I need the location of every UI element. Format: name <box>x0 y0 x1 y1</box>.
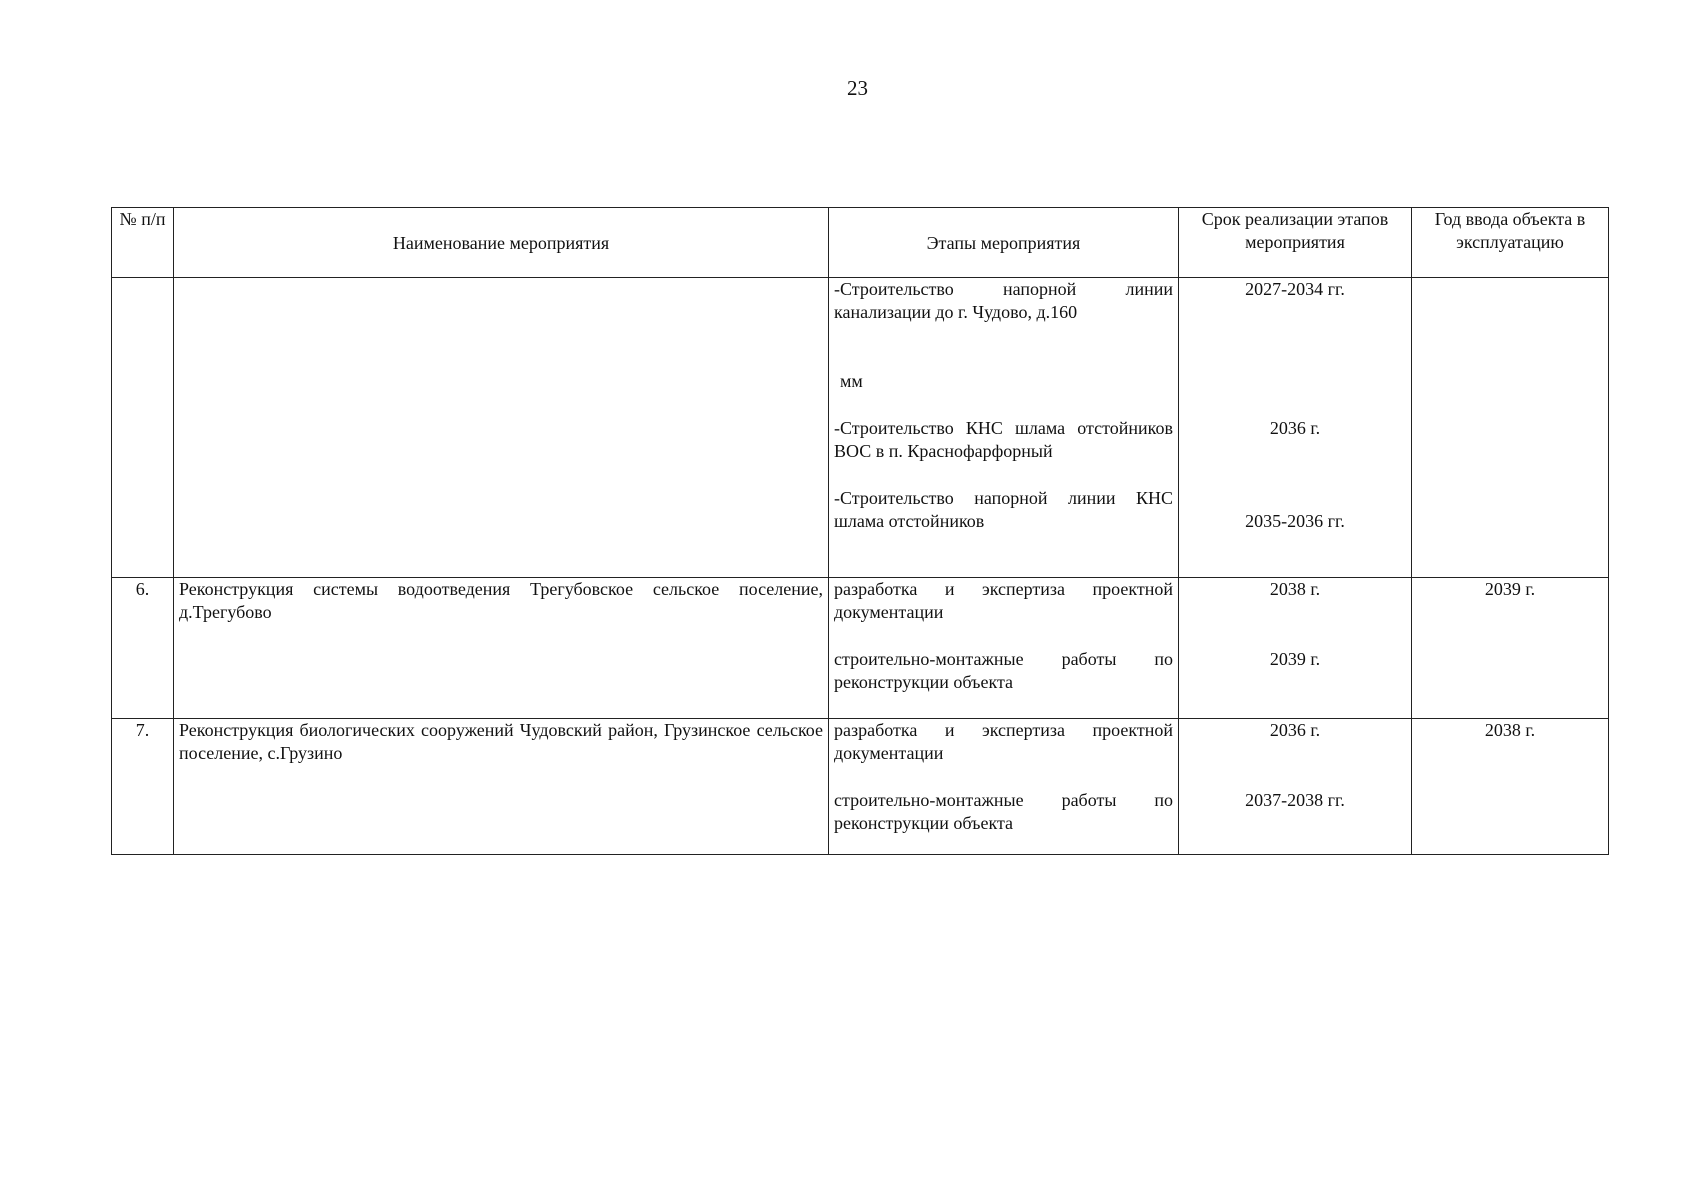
row-year <box>1412 278 1609 578</box>
row-year: 2038 г. <box>1412 719 1609 855</box>
row-name <box>174 278 829 578</box>
stage-item: -Строительство напорной линии канализации до г. Чудово, д.160 <box>834 279 1173 322</box>
header-term: Срок реализации этапов мероприятия <box>1179 208 1412 278</box>
header-num: № п/п <box>112 208 174 278</box>
stage-item: строительно-монтажные работы по реконструкции объекта <box>834 649 1173 692</box>
row-num <box>112 278 174 578</box>
row-name: Реконструкция биологических сооружений Чудовский район, Грузинское сельское поселение, с.Грузино <box>174 719 829 855</box>
header-name <box>174 208 829 278</box>
stage-item: строительно-монтажные работы по реконструкции объекта <box>834 790 1173 833</box>
stage-item: -Строительство КНС шлама отстойников ВОС в п. Краснофарфорный <box>834 418 1173 461</box>
table-row <box>112 719 1609 855</box>
term-item: 2036 г. <box>1269 720 1321 740</box>
row-num: 6. <box>112 578 174 719</box>
term-item: 2038 г. <box>1269 579 1321 599</box>
term-item: 2039 г. <box>1269 649 1321 669</box>
stage-item: разработка и экспертиза проектной документации <box>834 720 1173 763</box>
row-terms <box>1179 578 1412 719</box>
stage-item: -Строительство напорной линии КНС шлама отстойников <box>834 488 1173 531</box>
row-stages <box>829 278 1179 578</box>
row-name: Реконструкция системы водоотведения Трегубовское сельское поселение, д.Трегубово <box>174 578 829 719</box>
header-stages <box>829 208 1179 278</box>
header-name-label: Наименование мероприятия <box>392 233 610 253</box>
header-year: Год ввода объекта в эксплуатацию <box>1412 208 1609 278</box>
measures-table <box>111 207 1609 855</box>
row-stages <box>829 719 1179 855</box>
row-terms <box>1179 719 1412 855</box>
term-item: 2035-2036 гг. <box>1245 511 1345 531</box>
term-item: 2037-2038 гг. <box>1245 790 1345 810</box>
term-item: 2027-2034 гг. <box>1245 279 1345 299</box>
stage-item: разработка и экспертиза проектной документации <box>834 579 1173 622</box>
row-terms <box>1179 278 1412 578</box>
row-stages <box>829 578 1179 719</box>
term-item: 2036 г. <box>1269 418 1321 438</box>
table-row <box>112 578 1609 719</box>
row-year: 2039 г. <box>1412 578 1609 719</box>
header-stages-label: Этапы мероприятия <box>926 233 1081 253</box>
table-row <box>112 278 1609 578</box>
row-num: 7. <box>112 719 174 855</box>
page-number: 23 <box>847 76 868 100</box>
stage-item: мм <box>840 371 863 391</box>
table-header-row <box>112 208 1609 278</box>
